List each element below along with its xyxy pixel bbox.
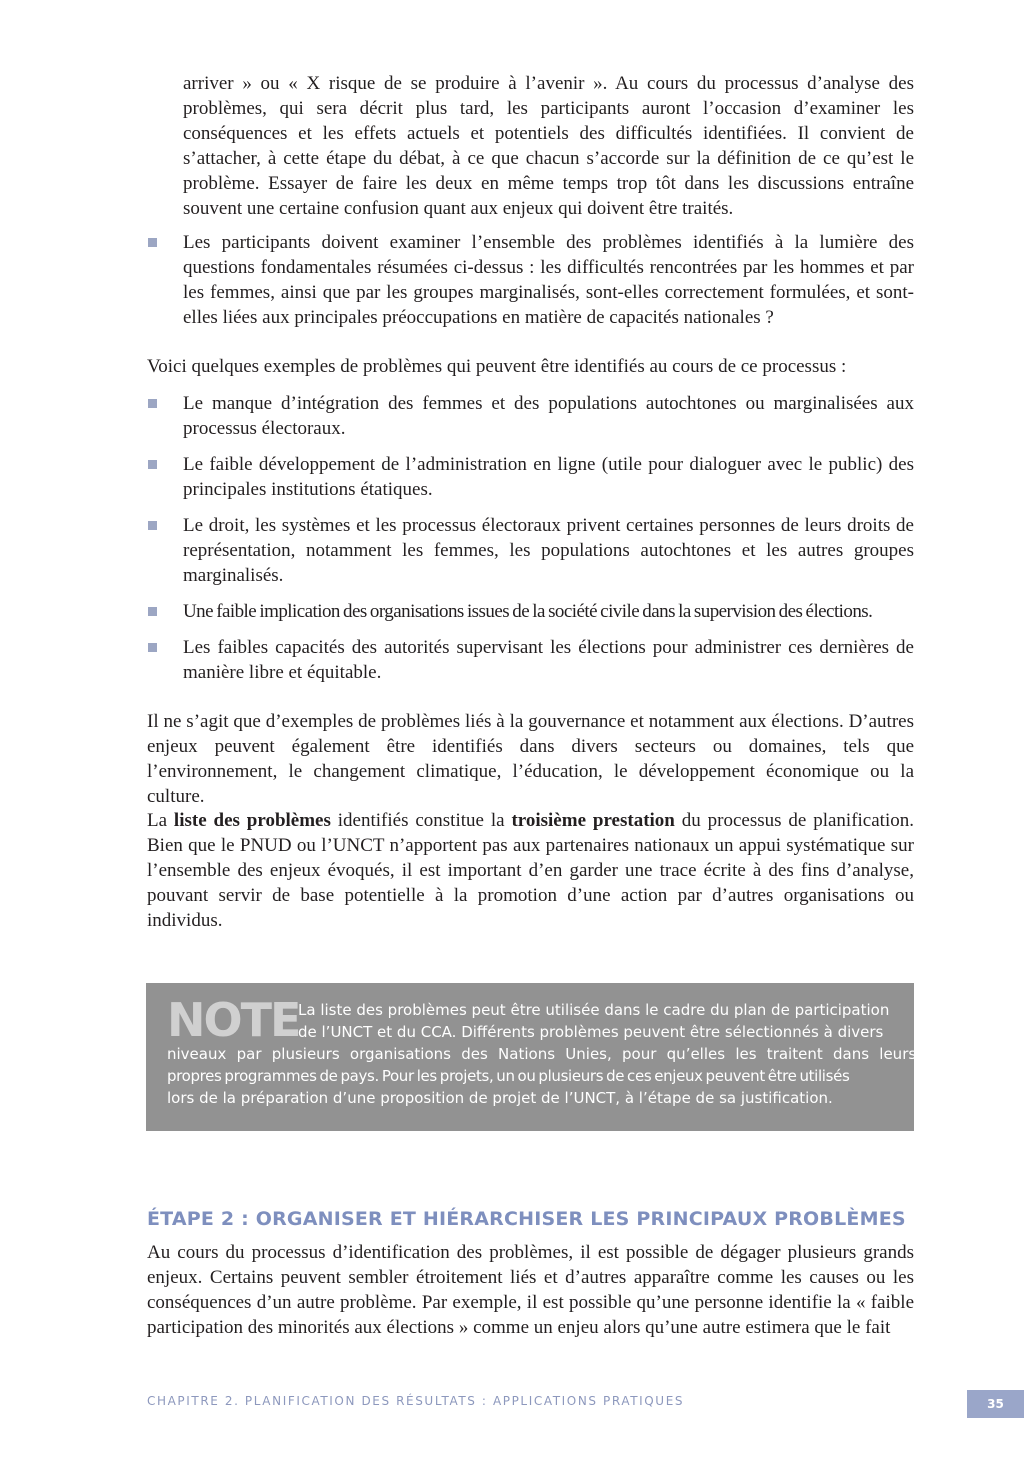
bullet-text: Une faible implication des organisations issues de la société civile dans la supervision des élections. — [183, 601, 873, 622]
note-line: propres programmes de pays. Pour les projets, un ou plusieurs de ces enjeux peuvent être utilisés — [167, 1067, 850, 1085]
square-bullet-icon — [148, 399, 157, 408]
bullet-text: Le droit, les systèmes et les processus électoraux privent certaines personnes de leurs droits de représentation, notamment les femmes, les populations autochtones et les autres groupes marginalisés. — [183, 515, 914, 586]
note-label: NOTE — [167, 993, 300, 1047]
text-run: identifiés constitue la — [330, 810, 512, 831]
note-line: de l’UNCT et du CCA. Différents problèmes peuvent être sélectionnés à divers — [298, 1023, 884, 1041]
list-item — [147, 635, 914, 685]
review-bullet-list — [147, 230, 914, 330]
bullet-text: Les participants doivent examiner l’ensemble des problèmes identifiés à la lumière des questions fondamentales résumées ci-dessus : les difficultés rencontrées par les hommes et par les femmes, ainsi que par les groupes marginalisés, sont-elles correctement formulées, et sont-elles liées aux principales préoccupations en matière de capacités nationales ? — [183, 232, 914, 328]
note-box — [146, 983, 917, 1131]
bullet-text: Les faibles capacités des autorités supervisant les élections pour administrer ces dernières de manière libre et équitable. — [183, 637, 914, 683]
square-bullet-icon — [148, 607, 157, 616]
square-bullet-icon — [148, 238, 157, 247]
square-bullet-icon — [148, 643, 157, 652]
footer-chapter-title: CHAPITRE 2. PLANIFICATION DES RÉSULTATS : APPLICATIONS PRATIQUES — [147, 1394, 685, 1408]
step-2-paragraph: Au cours du processus d’identification des problèmes, il est possible de dégager plusieurs grands enjeux. Certains peuvent sembler étroitement liés et d’autres apparaître comme les causes ou les conséquences d’un autre problème. Par exemple, il est possible qu’une personne identifie la « faible participation des minorités aux élections » comme un enjeu alors qu’une autre estimera que le fait — [147, 1242, 914, 1338]
note-line: La liste des problèmes peut être utilisée dans le cadre du plan de participation — [298, 1001, 890, 1019]
bullet-text: Le manque d’intégration des femmes et des populations autochtones ou marginalisées aux processus électoraux. — [183, 393, 914, 439]
deliverable-paragraph — [147, 808, 914, 933]
square-bullet-icon — [148, 460, 157, 469]
list-item — [147, 230, 914, 330]
list-item — [147, 513, 914, 588]
list-item — [147, 391, 914, 441]
note-line: lors de la préparation d’une proposition de projet de l’UNCT, à l’étape de sa justification. — [167, 1089, 833, 1107]
bold-term: liste des problèmes — [173, 810, 331, 831]
page-number: 35 — [967, 1390, 1024, 1418]
step-2-heading: ÉTAPE 2 : ORGANISER ET HIÉRARCHISER LES PRINCIPAUX PROBLÈMES — [147, 1208, 906, 1230]
governance-paragraph: Il ne s’agit que d’exemples de problèmes liés à la gouvernance et notamment aux élections. D’autres enjeux peuvent également être identifiés dans divers secteurs ou domaines, tels que l’environnement, le changement climatique, l’éducation, le développement économique ou la culture. — [147, 711, 914, 807]
bold-term: troisième prestation — [511, 810, 675, 831]
list-item — [147, 452, 914, 502]
list-item — [147, 599, 914, 624]
note-line: niveaux par plusieurs organisations des Nations Unies, pour qu’elles les traitent dans leurs — [167, 1045, 917, 1063]
bullet-text: Le faible développement de l’administration en ligne (utile pour dialoguer avec le public) des principales institutions étatiques. — [183, 454, 914, 500]
text-run: La — [147, 810, 174, 831]
examples-intro: Voici quelques exemples de problèmes qui peuvent être identifiés au cours de ce processus : — [147, 356, 847, 377]
intro-continuation: arriver » ou « X risque de se produire à l’avenir ». Au cours du processus d’analyse des problèmes, qui sera décrit plus tard, les participants auront l’occasion d’examiner les conséquences et les effets actuels et potentiels des difficultés identifiées. Il convient de s’attacher, à cette étape du débat, à ce que chacun s’accorde sur la définition de ce qu’est le problème. Essayer de faire les deux en même temps trop tôt dans les discussions entraîne souvent une certaine confusion quant aux enjeux qui doivent être traités. — [183, 73, 914, 219]
square-bullet-icon — [148, 521, 157, 530]
text-run: du processus de planification. Bien que le PNUD ou l’UNCT n’apportent pas aux partenaires nationaux un appui systématique sur l’ensemble des enjeux évoqués, il est important d’en garder une trace écrite à des fins d’analyse, pouvant servir de base potentielle à la promotion d’une action par d’autres organisations ou individus. — [147, 810, 914, 931]
examples-list — [147, 391, 914, 685]
